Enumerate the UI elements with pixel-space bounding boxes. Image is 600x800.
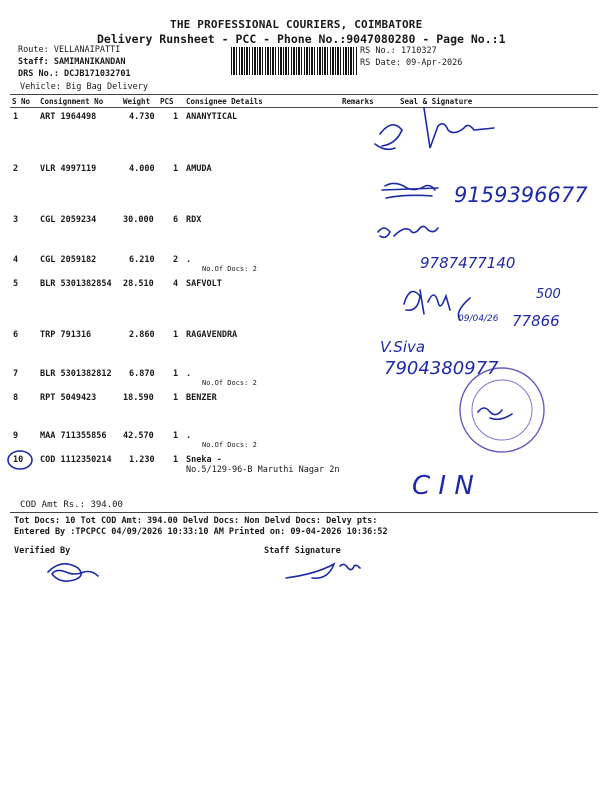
row-sno: 5 — [13, 279, 19, 289]
row-weight: 30.000 — [123, 215, 154, 225]
row-weight: 4.730 — [129, 112, 155, 122]
route: Route: VELLANAIPATTI — [18, 45, 121, 55]
row-note: No.Of Docs: 2 — [202, 441, 257, 449]
row-consignment: VLR 4997119 — [40, 164, 97, 174]
row-weight: 28.510 — [123, 279, 154, 289]
row-consignment: BLR 5301382854 — [40, 279, 112, 289]
row-weight: 42.570 — [123, 431, 154, 441]
row-consignee: BENZER — [186, 393, 217, 403]
col-sno: S No — [12, 97, 31, 106]
row-pcs: 1 — [173, 455, 179, 465]
totals-line: Tot Docs: 10 Tot COD Amt: 394.00 Delvd Docs: Non Delvd Docs: Delvy pts: — [14, 516, 378, 526]
row-sno: 7 — [13, 369, 19, 379]
handwritten-code-10: C I N — [412, 471, 474, 501]
row-consignee: RDX — [186, 215, 202, 225]
cod-amount: COD Amt Rs.: 394.00 — [20, 500, 123, 510]
rs-date: RS Date: 09-Apr-2026 — [360, 58, 463, 68]
row-sno: 2 — [13, 164, 19, 174]
row-sno: 8 — [13, 393, 19, 403]
row-consignee: ANANYTICAL — [186, 112, 238, 122]
entered-by-line: Entered By :TPCPCC 04/09/2026 10:33:10 AM Printed on: 09-04-2026 10:36:52 — [14, 527, 388, 537]
handwritten-phone-3: 9787477140 — [420, 254, 516, 272]
company-name: THE PROFESSIONAL COURIERS, COIMBATORE — [170, 18, 423, 31]
rs-number: RS No.: 1710327 — [360, 46, 437, 56]
row-sno: 4 — [13, 255, 19, 265]
row-consignee: SAFVOLT — [186, 279, 222, 289]
row-address: No.5/129-96-B Maruthi Nagar 2n — [186, 465, 340, 475]
col-remarks: Remarks — [342, 97, 374, 106]
row-sno: 1 — [13, 112, 19, 122]
row-consignment: TRP 791316 — [40, 330, 92, 340]
drs-number: DRS No.: DCJB171032701 — [18, 69, 131, 79]
row-consignment: RPT 5049423 — [40, 393, 97, 403]
row-consignee: AMUDA — [186, 164, 212, 174]
row-note: No.Of Docs: 2 — [202, 379, 257, 387]
row-pcs: 2 — [173, 255, 179, 265]
row-weight: 2.860 — [129, 330, 155, 340]
handwritten-name-6: V.Siva — [380, 338, 426, 356]
row-sno: 10 — [13, 455, 24, 465]
row-pcs: 1 — [173, 164, 179, 174]
row-consignment: ART 1964498 — [40, 112, 97, 122]
row-consignee: . — [186, 431, 192, 441]
row-consignee: . — [186, 369, 192, 379]
handwritten-number-5b: 77866 — [512, 312, 560, 330]
row-consignee: Sneka - — [186, 455, 222, 465]
row-pcs: 1 — [173, 330, 179, 340]
verified-by-label: Verified By — [14, 546, 71, 556]
row-sno: 3 — [13, 215, 19, 225]
row-consignment: BLR 5301382812 — [40, 369, 112, 379]
row-consignment: CGL 2059182 — [40, 255, 97, 265]
col-seal-signature: Seal & Signature — [400, 97, 473, 106]
row-sno: 6 — [13, 330, 19, 340]
col-weight: Weight — [123, 97, 151, 106]
row-note: No.Of Docs: 2 — [202, 265, 257, 273]
row-sno: 9 — [13, 431, 19, 441]
handwritten-phone-2: 9159396677 — [454, 183, 588, 207]
row-weight: 4.000 — [129, 164, 155, 174]
row-pcs: 1 — [173, 393, 179, 403]
row-consignee: RAGAVENDRA — [186, 330, 238, 340]
row-consignee: . — [186, 255, 192, 265]
staff: Staff: SAMIMANIKANDAN — [18, 57, 126, 67]
row-consignment: COD 1112350214 — [40, 455, 112, 465]
row-pcs: 6 — [173, 215, 179, 225]
handwritten-phone-6: 7904380977 — [384, 358, 499, 379]
col-consignment: Consignment No — [40, 97, 104, 106]
row-weight: 6.870 — [129, 369, 155, 379]
row-pcs: 4 — [173, 279, 179, 289]
row-consignment: CGL 2059234 — [40, 215, 97, 225]
row-pcs: 1 — [173, 369, 179, 379]
col-pcs: PCS — [160, 97, 174, 106]
row-consignment: MAA 711355856 — [40, 431, 107, 441]
staff-signature-label: Staff Signature — [264, 546, 341, 556]
row-pcs: 1 — [173, 431, 179, 441]
row-weight: 1.230 — [129, 455, 155, 465]
col-consignee: Consignee Details — [186, 97, 263, 106]
row-pcs: 1 — [173, 112, 179, 122]
row-weight: 6.210 — [129, 255, 155, 265]
runsheet-title: Delivery Runsheet - PCC - Phone No.:9047080280 - Page No.:1 — [97, 32, 506, 46]
handwritten-date-5: 09/04/26 — [458, 314, 499, 324]
handwritten-number-5: 500 — [536, 287, 561, 302]
row-weight: 18.590 — [123, 393, 154, 403]
vehicle: Vehicle: Big Bag Delivery — [20, 82, 148, 92]
